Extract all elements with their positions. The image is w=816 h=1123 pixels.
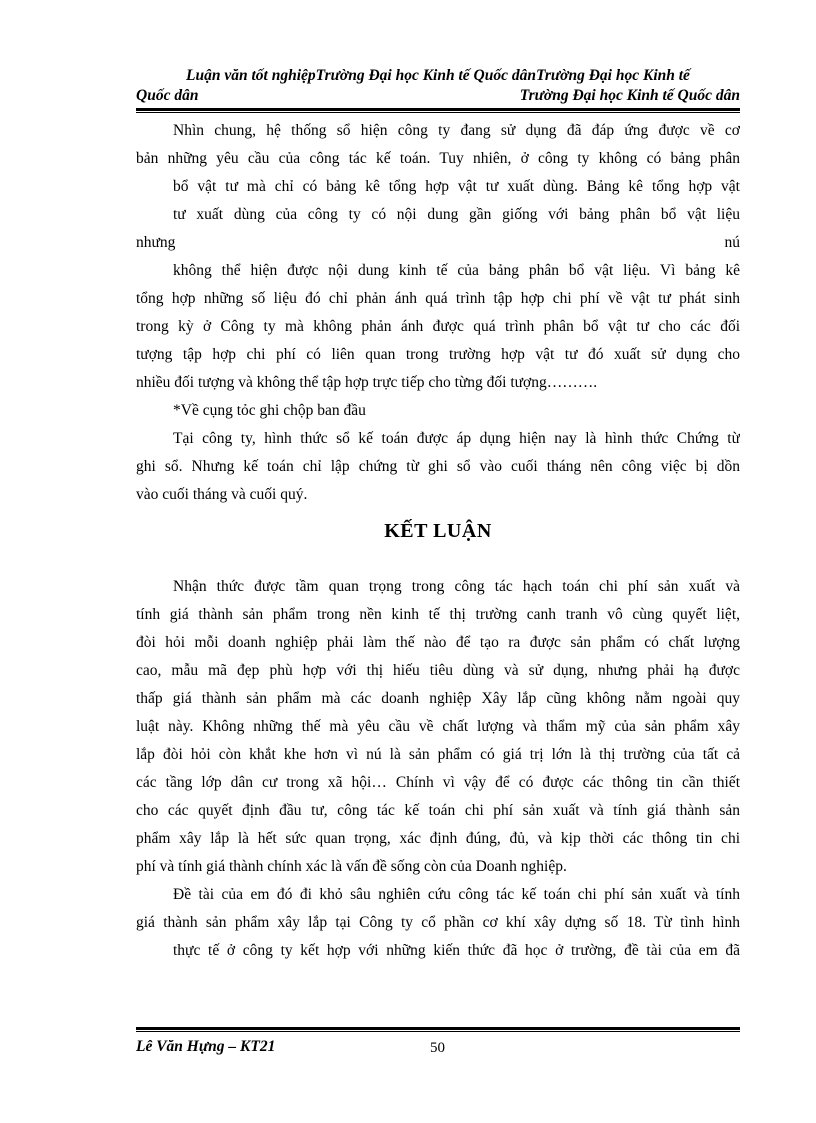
- text-line: vào cuối tháng và cuối quý.: [136, 486, 308, 503]
- text-line: tính giá thành sản phẩm trong nền kinh tế thị trường canh tranh vô cùng quyết liệt,: [136, 606, 740, 623]
- document-body: [136, 117, 740, 965]
- header-line-1: Luận văn tốt nghiệpTrường Đại học Kinh tế Quốc dânTrường Đại học Kinh tế: [186, 67, 690, 84]
- text-line: tổng hợp những số liệu đó chỉ phản ánh quá trình tập hợp chi phí về vật tư phát sinh: [136, 290, 740, 307]
- header-line-2-left: Quốc dân: [136, 87, 199, 104]
- footer-rule-thin: [136, 1031, 740, 1032]
- split-right-word: nú: [724, 234, 740, 251]
- text-line: không thể hiện được nội dung kinh tế của bảng phân bổ vật liệu. Vì bảng kê: [173, 262, 740, 279]
- text-line: lắp đòi hỏi còn khắt khe hơn vì nú là sản phẩm có giá trị lớn là thị trường của tất cả: [136, 746, 740, 763]
- text-line: thấp giá thành sản phẩm mà các doanh nghiệp Xây lắp cũng không nằm ngoài quy: [136, 690, 740, 707]
- header-rule-thin: [136, 112, 740, 113]
- split-left-word: nhưng: [136, 234, 176, 251]
- text-line: tư xuất dùng của công ty có nội dung gần giống với bảng phân bổ vật liệu: [173, 206, 740, 223]
- text-line: phí và tính giá thành chính xác là vấn đề sống còn của Doanh nghiệp.: [136, 858, 567, 875]
- text-line: Đề tài của em đó đi khỏ sâu nghiên cứu công tác kế toán chi phí sản xuất và tính: [173, 886, 740, 903]
- text-line: tượng tập hợp chi phí có liên quan trong trường hợp vật tư đó xuất sử dụng cho: [136, 346, 740, 363]
- header-line-2-right: Trường Đại học Kinh tế Quốc dân: [519, 87, 740, 104]
- text-line: Nhận thức được tầm quan trọng trong công tác hạch toán chi phí sản xuất và: [173, 578, 740, 595]
- section-title: KẾT LUẬN: [384, 520, 492, 542]
- page-number: 50: [430, 1040, 445, 1056]
- text-line: thực tế ở công ty kết hợp với những kiến thức đã học ở trường, đề tài của em đã: [173, 942, 740, 959]
- text-line: phẩm xây lắp là hết sức quan trọng, xác định đúng, đủ, và kịp thời các thông tin chi: [136, 830, 740, 847]
- text-line: ghi sổ. Nhưng kế toán chỉ lập chứng từ ghi sổ vào cuối tháng nên công việc bị dồn: [136, 458, 740, 475]
- text-line: đòi hỏi mỗi doanh nghiệp phải làm thế nào để tạo ra được sản phẩm có chất lượng: [136, 634, 740, 651]
- footer-author: Lê Văn Hựng – KT21: [136, 1038, 276, 1055]
- text-line: *Về cụng tỏc ghi chộp ban đầu: [173, 402, 366, 419]
- text-line: giá thành sản phẩm xây lắp tại Công ty cổ phần cơ khí xây dựng số 18. Từ tình hình: [136, 914, 740, 931]
- text-line: bổ vật tư mà chỉ có bảng kê tổng hợp vật tư xuất dùng. Bảng kê tổng hợp vật: [173, 178, 740, 195]
- spacer: [136, 553, 740, 573]
- header-rule-thick: [136, 108, 740, 111]
- text-line: Nhìn chung, hệ thống sổ hiện công ty đang sử dụng đã đáp ứng được về cơ: [173, 122, 740, 139]
- text-line: cao, mẫu mã đẹp phù hợp với thị hiếu tiêu dùng và sử dụng, nhưng phải hạ được: [136, 662, 740, 679]
- header-line-2: [136, 86, 740, 106]
- text-line-split: [136, 229, 740, 257]
- footer-rule-thick: [136, 1027, 740, 1030]
- text-line: cho các quyết định đầu tư, công tác kế toán chi phí sản xuất và tính giá thành sản: [136, 802, 740, 819]
- text-line: Tại công ty, hình thức sổ kế toán được áp dụng hiện nay là hình thức Chứng từ: [173, 430, 740, 447]
- text-line: trong kỳ ở Công ty mà không phản ánh được quá trình phân bổ vật tư cho các đối: [136, 318, 740, 335]
- text-line: nhiều đối tượng và không thể tập hợp trực tiếp cho từng đối tượng……….: [136, 374, 598, 391]
- text-line: bản những yêu cầu của công tác kế toán. Tuy nhiên, ở công ty không có bảng phân: [136, 150, 740, 167]
- page-header: [136, 66, 740, 106]
- page-footer: [136, 1038, 740, 1062]
- text-line: luật này. Không những thế mà yêu cầu về chất lượng và thẩm mỹ của sản phẩm xây: [136, 718, 740, 735]
- text-line: các tầng lớp dân cư trong xã hội… Chính vì vậy để có được các thông tin cần thiết: [136, 774, 740, 791]
